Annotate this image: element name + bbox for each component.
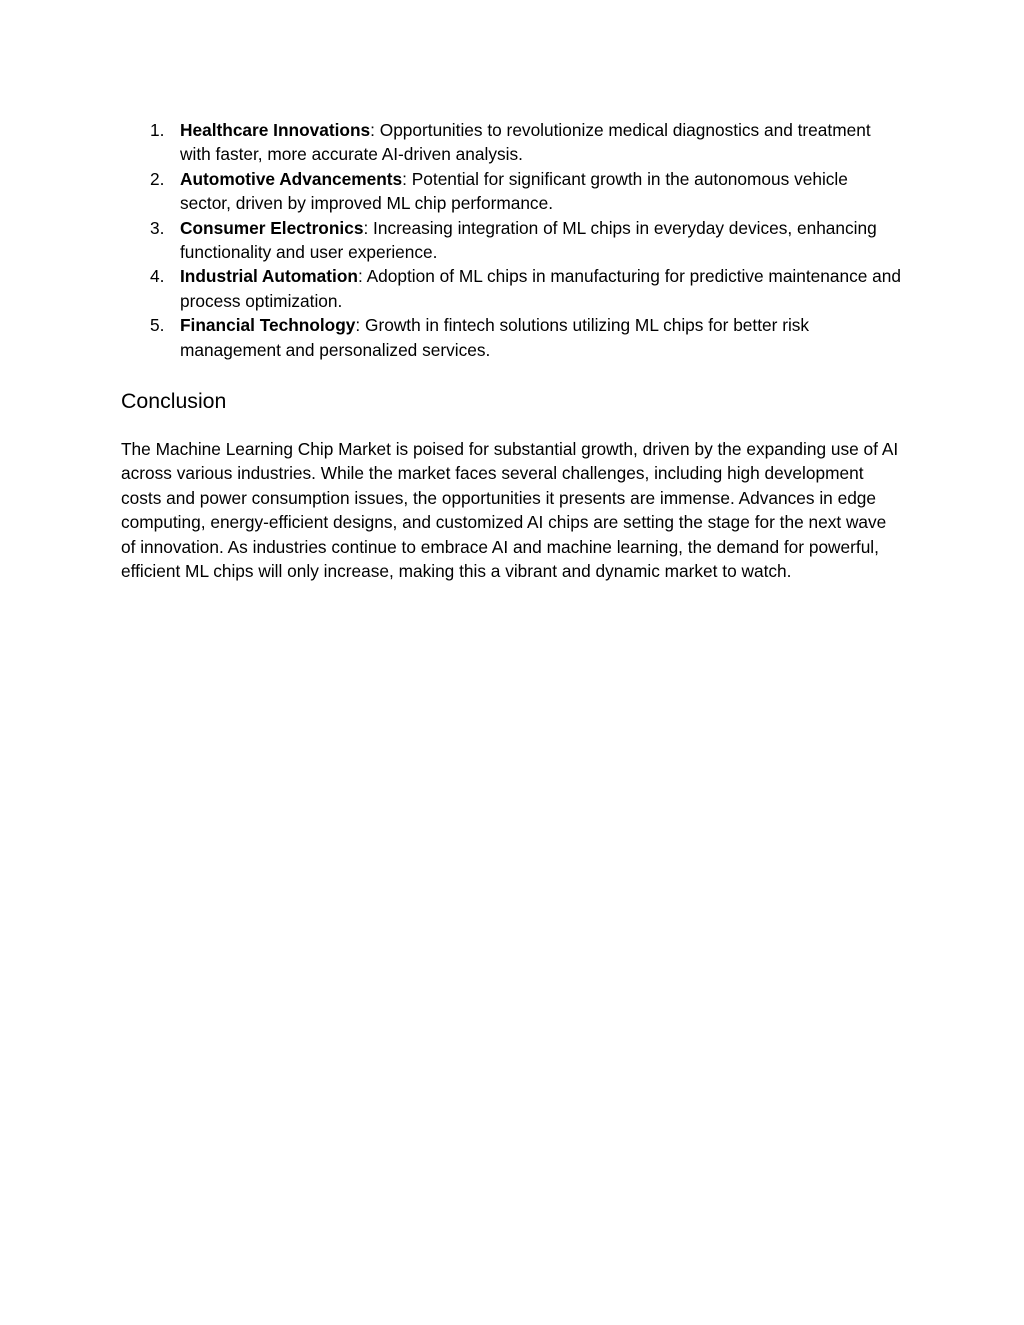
list-item-text: : Adoption of ML chips in manufacturing for predictive maintenance and process optimization. <box>180 266 902 311</box>
list-item-number: 1. <box>150 120 165 140</box>
list-item-number: 4. <box>150 266 165 287</box>
list-item-number: 3. <box>150 217 165 238</box>
list-item <box>121 313 901 362</box>
list-item-title: Healthcare Innovations <box>180 120 371 140</box>
conclusion-heading: Conclusion <box>121 389 227 414</box>
list-item-text: : Opportunities to revolutionize medical diagnostics and treatment with faster, more accurate AI-driven analysis. <box>180 120 871 165</box>
list-item-text: : Growth in fintech solutions utilizing ML chips for better risk management and personalized services. <box>180 315 810 360</box>
list-item-title: Consumer Electronics <box>180 217 364 238</box>
list-item-number: 2. <box>150 168 165 189</box>
list-item-title: Industrial Automation <box>180 266 358 287</box>
list-item <box>121 118 901 167</box>
list-item-text: : Increasing integration of ML chips in everyday devices, enhancing functionality and user experience. <box>180 217 877 263</box>
list-item-number: 5. <box>150 315 165 336</box>
document-content <box>121 118 901 584</box>
list-item-text: : Potential for significant growth in the autonomous vehicle sector, driven by improved ML chip performance. <box>180 168 848 214</box>
list-item-title: Automotive Advancements <box>180 168 403 189</box>
list-item <box>121 264 901 313</box>
list-item <box>121 216 901 265</box>
opportunities-list <box>121 118 901 362</box>
list-item-title: Financial Technology <box>180 315 356 336</box>
conclusion-paragraph: The Machine Learning Chip Market is poised for substantial growth, driven by the expanding use of AI across various industries. While the market faces several challenges, including high development costs and power consumption issues, the opportunities it presents are immense. Advances in edge computing, energy-efficient designs, and customized AI chips are setting the stage for the next wave of innovation. As industries continue to embrace AI and machine learning, the demand for powerful, efficient ML chips will only increase, making this a vibrant and dynamic market to watch. <box>121 439 899 582</box>
list-item <box>121 167 901 216</box>
